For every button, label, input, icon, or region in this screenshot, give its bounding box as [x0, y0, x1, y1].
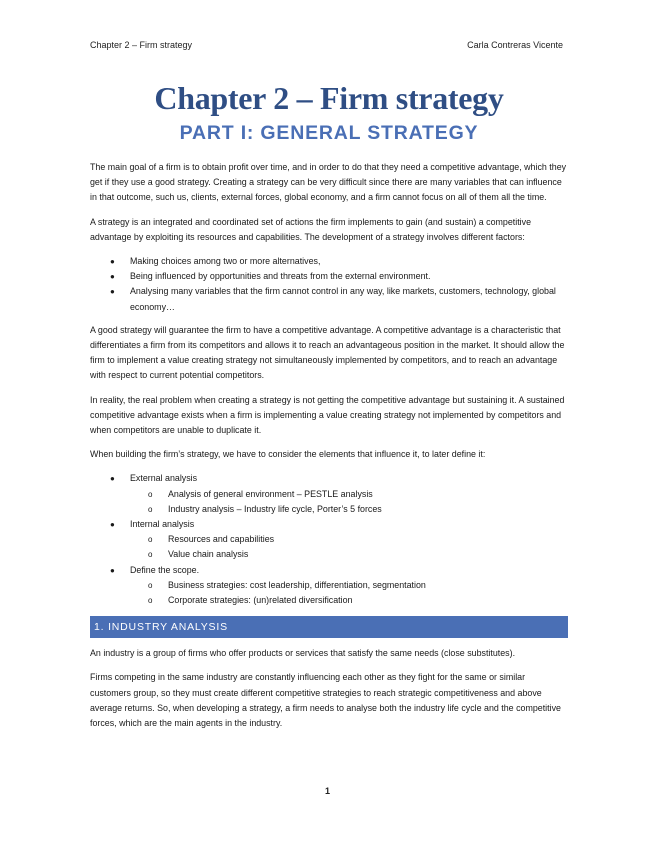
list-item-text: Making choices among two or more alternatives,	[130, 256, 321, 267]
bullet-icon: ●	[110, 257, 115, 267]
list-item	[90, 254, 568, 269]
list-item	[90, 563, 568, 578]
circle-bullet-icon: o	[148, 489, 153, 499]
elements-list	[90, 471, 568, 608]
list-item-text: Analysing many variables that the firm cannot control in any way, like markets, customers, technology, global economy…	[130, 286, 556, 312]
circle-bullet-icon: o	[148, 596, 153, 606]
sub-list-item-text: Resources and capabilities	[168, 534, 275, 545]
sub-list-item	[90, 593, 568, 608]
sub-list-item	[90, 532, 568, 547]
sub-list-item-text: Corporate strategies: (un)related diversification	[168, 595, 353, 606]
part-subtitle: PART I: GENERAL STRATEGY	[179, 122, 479, 144]
paragraph-competitive-advantage: A good strategy will guarantee the firm to have a competitive advantage. A competitive advantage is a characteristic that differentiates a firm from its competitors and allows it to reach an advantageous position in the market. It should allow the firm to implement a value creating strategy not simultaneously implemented by competitors, and to reach an advantage with respect to current potential competitors.	[90, 324, 565, 381]
bullet-icon: ●	[110, 474, 115, 484]
list-item-text: Being influenced by opportunities and threats from the external environment.	[130, 271, 431, 282]
sub-list-item	[90, 578, 568, 593]
header-chapter: Chapter 2 – Firm strategy	[90, 40, 193, 50]
header-author: Carla Contreras Vicente	[467, 40, 563, 50]
bullet-icon: ●	[110, 272, 115, 282]
sub-list-item-text: Business strategies: cost leadership, differentiation, segmentation	[168, 579, 426, 590]
factors-list	[90, 254, 568, 315]
section-heading-industry-analysis: 1. INDUSTRY ANALYSIS	[90, 616, 568, 638]
list-item	[90, 284, 568, 314]
sub-list-item-text: Value chain analysis	[168, 549, 249, 560]
list-item	[90, 471, 568, 486]
paragraph-sustained-advantage: In reality, the real problem when creating a strategy is not getting the competitive advantage but sustaining it. A sustained competitive advantage exists when a firm is implementing a value creating strategy not implemented by competitors and when competitors are unable to duplicate it.	[90, 394, 565, 436]
list-item-text: External analysis	[130, 473, 198, 484]
circle-bullet-icon: o	[148, 504, 153, 514]
circle-bullet-icon: o	[148, 580, 153, 590]
circle-bullet-icon: o	[148, 550, 153, 560]
sub-list-item	[90, 547, 568, 562]
page-header	[90, 40, 563, 50]
paragraph-strategy-definition: A strategy is an integrated and coordinated set of actions the firm implements to gain (and sustain) a competitive advantage by exploiting its resources and capabilities. The development of a strategy involves different factors:	[90, 216, 532, 242]
list-item	[90, 269, 568, 284]
page-content	[90, 78, 568, 740]
sub-list-item-text: Analysis of general environment – PESTLE analysis	[168, 488, 373, 499]
page-number: 1	[324, 786, 330, 796]
sub-list-item	[90, 502, 568, 517]
list-item-text: Internal analysis	[130, 519, 195, 530]
bullet-icon: ●	[110, 520, 115, 530]
list-item	[90, 517, 568, 532]
bullet-icon: ●	[110, 565, 115, 575]
chapter-title: Chapter 2 – Firm strategy	[154, 80, 504, 116]
bullet-icon: ●	[110, 287, 115, 297]
paragraph-goal: The main goal of a firm is to obtain profit over time, and in order to do that they need a competitive advantage, which they get if they use a good strategy. Creating a strategy can be very difficult since there are many variables that can influence in that outcome, such us, clients, external forces, global economy, and a firm cannot focus on all of them all the time.	[90, 162, 567, 203]
list-item-text: Define the scope.	[130, 564, 200, 575]
sub-list-item-text: Industry analysis – Industry life cycle, Porter’s 5 forces	[168, 503, 382, 514]
sub-list-item	[90, 487, 568, 502]
paragraph-industry-definition: An industry is a group of firms who offer products or services that satisfy the same needs (close substitutes).	[90, 648, 516, 659]
paragraph-building-strategy: When building the firm’s strategy, we have to consider the elements that influence it, to later define it:	[90, 449, 486, 460]
circle-bullet-icon: o	[148, 535, 153, 545]
paragraph-industry-competition: Firms competing in the same industry are constantly influencing each other as they fight for the same or similar customers group, so they must create different competitive strategies to reach strategic competitiveness and above average returns. So, when developing a strategy, a firm needs to analyse both the industry life cycle and the competitive forces, which are the main agents in the industry.	[90, 672, 561, 729]
